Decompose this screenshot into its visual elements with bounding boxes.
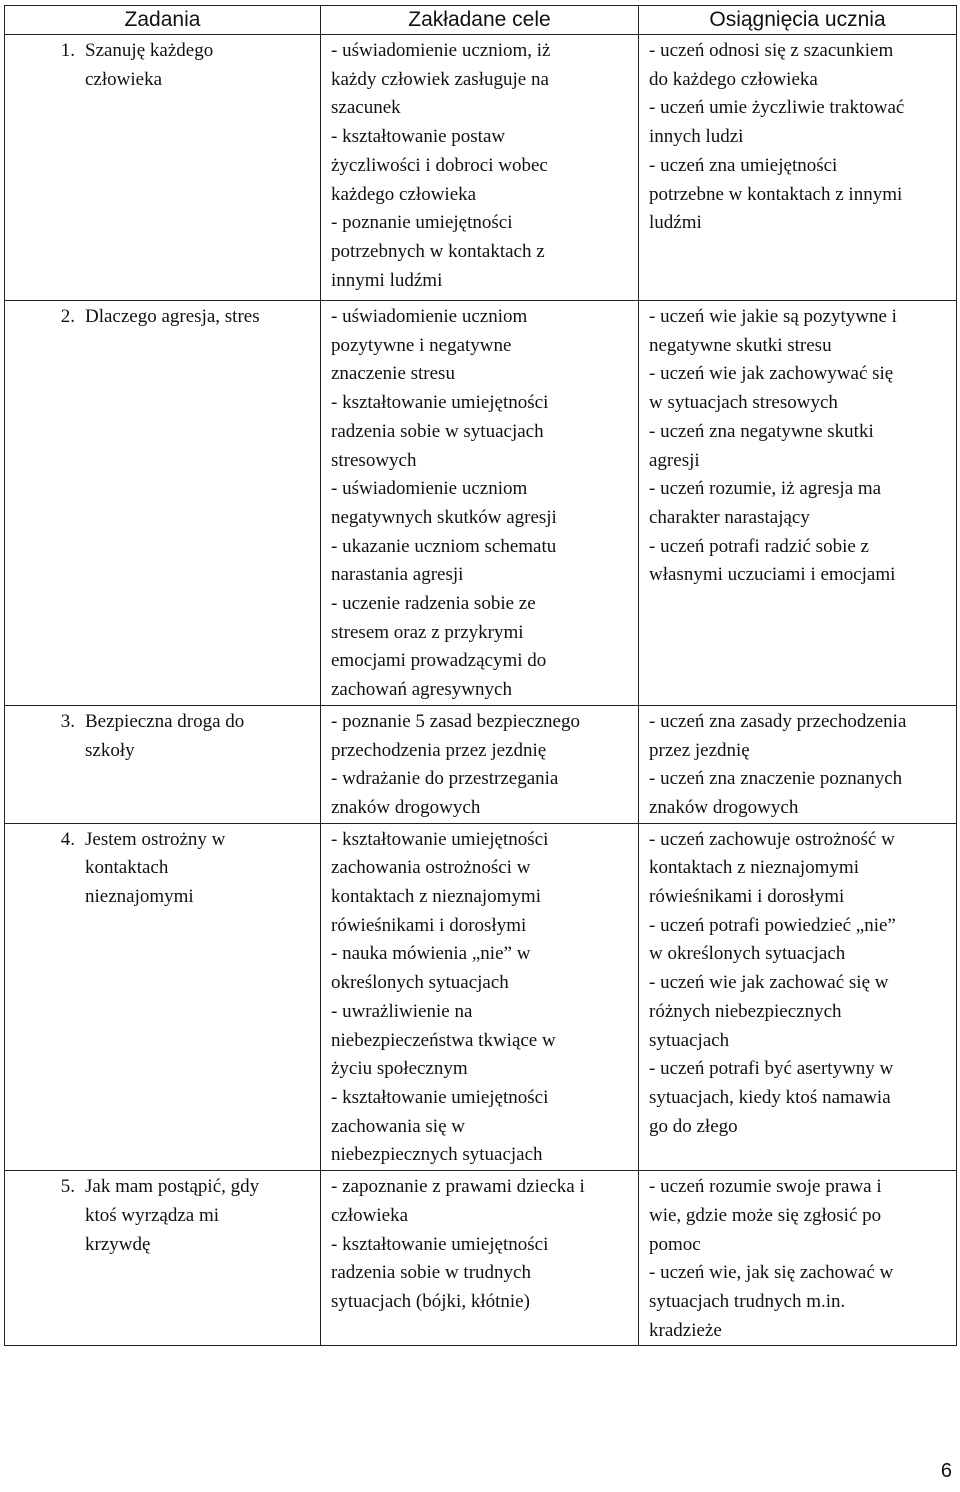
- achievement-line: charakter narastający: [649, 506, 810, 528]
- goal-line: znaczenie stresu: [331, 363, 455, 385]
- task-title-line: Dlaczego agresja, stres: [85, 306, 260, 327]
- goal-line: szacunek: [331, 97, 401, 119]
- goal-line: emocjami prowadzącymi do: [331, 650, 547, 672]
- goal-line: - wdrażanie do przestrzegania: [331, 768, 559, 790]
- goal-line: - nauka mówienia „nie” w: [331, 943, 531, 965]
- goal-line: - uświadomienie uczniom: [331, 306, 528, 327]
- goal-line: narastania agresji: [331, 564, 464, 586]
- achievement-line: - uczeń zachowuje ostrożność w: [649, 828, 895, 850]
- goal-line: - uwrażliwienie na: [331, 1000, 473, 1022]
- header-achievements: Osiągnięcia ucznia: [639, 6, 957, 35]
- task-number: 5.: [60, 1176, 75, 1198]
- task-cell: [5, 35, 321, 301]
- achievement-line: pomoc: [649, 1233, 701, 1255]
- achievement-line: innych ludzi: [649, 126, 744, 148]
- goal-line: innymi ludźmi: [331, 269, 443, 291]
- goal-line: radzenia sobie w sytuacjach: [331, 420, 544, 442]
- goal-line: określonych sytuacjach: [331, 972, 509, 994]
- achievement-line: - uczeń wie jakie są pozytywne i: [649, 306, 897, 327]
- achievement-line: - uczeń potrafi powiedzieć „nie”: [649, 914, 896, 936]
- achievement-line: własnymi uczuciami i emocjami: [649, 564, 896, 586]
- task-title-line: nieznajomymi: [85, 886, 194, 908]
- table-row: [5, 1171, 957, 1346]
- goal-line: zachowań agresywnych: [331, 679, 512, 701]
- achievement-line: - uczeń zna znaczenie poznanych: [649, 768, 903, 790]
- task-title-line: Szanuję każdego: [85, 40, 214, 61]
- achievement-line: sytuacjach trudnych m.in.: [649, 1290, 846, 1312]
- goal-line: niebezpieczeństwa tkwiące w: [331, 1029, 556, 1051]
- goal-line: - uczenie radzenia sobie ze: [331, 593, 536, 615]
- goal-line: radzenia sobie w trudnych: [331, 1262, 531, 1284]
- task-title-line: człowieka: [85, 68, 163, 90]
- goal-line: zachowania się w: [331, 1115, 465, 1137]
- goal-line: kontaktach z nieznajomymi: [331, 886, 541, 908]
- task-title-line: ktoś wyrządza mi: [85, 1204, 220, 1226]
- goal-line: - uświadomienie uczniom: [331, 478, 528, 500]
- achievement-line: potrzebne w kontaktach z innymi: [649, 183, 903, 205]
- goal-line: życzliwości i dobroci wobec: [331, 154, 548, 176]
- table-header-row: [5, 6, 957, 35]
- achievement-line: do każdego człowieka: [649, 68, 818, 90]
- page-number: 6: [940, 1460, 952, 1482]
- task-title: [85, 826, 320, 912]
- achievement-line: znaków drogowych: [649, 796, 799, 818]
- achievement-line: negatywne skutki stresu: [649, 334, 832, 356]
- goal-line: znaków drogowych: [331, 796, 481, 818]
- header-tasks: Zadania: [5, 6, 321, 35]
- header-goals: Zakładane cele: [321, 6, 639, 35]
- goal-line: stresem oraz z przykrymi: [331, 621, 524, 643]
- goal-line: stresowych: [331, 449, 417, 471]
- goal-line: - uświadomienie uczniom, iż: [331, 40, 551, 61]
- achievement-line: różnych niebezpiecznych: [649, 1000, 842, 1022]
- task-title-line: Bezpieczna droga do: [85, 710, 245, 732]
- achievement-line: wie, gdzie może się zgłosić po: [649, 1204, 882, 1226]
- task-title-line: kontaktach: [85, 857, 169, 879]
- task-title-line: szkoły: [85, 739, 135, 761]
- achievement-line: - uczeń potrafi radzić sobie z: [649, 535, 869, 557]
- task-number: 4.: [60, 828, 75, 850]
- goal-line: - kształtowanie umiejętności: [331, 828, 549, 850]
- goal-line: zachowania ostrożności w: [331, 857, 531, 879]
- goals-cell: [321, 823, 639, 1170]
- achievement-line: - uczeń umie życzliwie traktować: [649, 97, 905, 119]
- goals-cell: [321, 705, 639, 823]
- achievement-line: - uczeń wie jak zachowywać się: [649, 363, 894, 385]
- goal-line: - poznanie 5 zasad bezpiecznego: [331, 710, 580, 732]
- task-title-line: Jak mam postąpić, gdy: [85, 1176, 260, 1198]
- task-title-line: krzywdę: [85, 1233, 151, 1255]
- achievement-line: - uczeń rozumie, iż agresja ma: [649, 478, 882, 500]
- achievement-line: agresji: [649, 449, 700, 471]
- table-row: [5, 301, 957, 706]
- goal-line: życiu społecznym: [331, 1058, 468, 1080]
- achievement-line: - uczeń odnosi się z szacunkiem: [649, 40, 894, 61]
- achievement-line: - uczeń rozumie swoje prawa i: [649, 1176, 882, 1198]
- achievements-cell: [639, 301, 957, 706]
- task-cell: [5, 301, 321, 706]
- task-title: [85, 37, 320, 94]
- task-title: [85, 303, 320, 332]
- goal-line: każdego człowieka: [331, 183, 477, 205]
- goal-line: - kształtowanie umiejętności: [331, 1233, 549, 1255]
- goal-line: - poznanie umiejętności: [331, 212, 513, 234]
- goal-line: - kształtowanie umiejętności: [331, 392, 549, 414]
- goal-line: przechodzenia przez jezdnię: [331, 739, 547, 761]
- task-number: 2.: [60, 306, 75, 327]
- achievement-line: sytuacjach: [649, 1029, 730, 1051]
- task-title: [85, 1173, 320, 1259]
- table-row: [5, 705, 957, 823]
- goals-cell: [321, 35, 639, 301]
- task-cell: [5, 823, 321, 1170]
- task-number: 1.: [60, 40, 75, 61]
- task-number: 3.: [60, 710, 75, 732]
- goal-line: rówieśnikami i dorosłymi: [331, 914, 527, 936]
- achievement-line: kontaktach z nieznajomymi: [649, 857, 859, 879]
- achievement-line: - uczeń wie jak zachować się w: [649, 972, 889, 994]
- goals-cell: [321, 301, 639, 706]
- table-row: [5, 823, 957, 1170]
- table-row: [5, 35, 957, 301]
- task-title: [85, 708, 320, 765]
- curriculum-table: [4, 5, 957, 1346]
- achievement-line: ludźmi: [649, 212, 702, 234]
- achievement-line: go do złego: [649, 1115, 738, 1137]
- goal-line: - ukazanie uczniom schematu: [331, 535, 557, 557]
- goal-line: - kształtowanie umiejętności: [331, 1086, 549, 1108]
- goal-line: - zapoznanie z prawami dziecka i: [331, 1176, 585, 1198]
- goals-cell: [321, 1171, 639, 1346]
- goal-line: pozytywne i negatywne: [331, 334, 512, 356]
- task-cell: [5, 1171, 321, 1346]
- achievements-cell: [639, 35, 957, 301]
- task-title-line: Jestem ostrożny w: [85, 828, 226, 850]
- table-body: [5, 35, 957, 1346]
- achievements-cell: [639, 1171, 957, 1346]
- achievement-line: przez jezdnię: [649, 739, 750, 761]
- achievement-line: - uczeń zna umiejętności: [649, 154, 838, 176]
- achievements-cell: [639, 823, 957, 1170]
- goal-line: negatywnych skutków agresji: [331, 506, 557, 528]
- achievement-line: kradzieże: [649, 1319, 722, 1341]
- achievement-line: - uczeń potrafi być asertywny w: [649, 1058, 894, 1080]
- achievement-line: w sytuacjach stresowych: [649, 392, 838, 414]
- achievement-line: - uczeń wie, jak się zachować w: [649, 1262, 894, 1284]
- achievement-line: rówieśnikami i dorosłymi: [649, 886, 845, 908]
- achievement-line: - uczeń zna zasady przechodzenia: [649, 710, 907, 732]
- goal-line: każdy człowiek zasługuje na: [331, 68, 549, 90]
- goal-line: potrzebnych w kontaktach z: [331, 240, 545, 262]
- achievement-line: sytuacjach, kiedy ktoś namawia: [649, 1086, 891, 1108]
- goal-line: niebezpiecznych sytuacjach: [331, 1144, 543, 1166]
- goal-line: człowieka: [331, 1204, 409, 1226]
- goal-line: sytuacjach (bójki, kłótnie): [331, 1290, 530, 1312]
- task-cell: [5, 705, 321, 823]
- achievement-line: - uczeń zna negatywne skutki: [649, 420, 874, 442]
- goal-line: - kształtowanie postaw: [331, 126, 506, 148]
- achievements-cell: [639, 705, 957, 823]
- achievement-line: w określonych sytuacjach: [649, 943, 846, 965]
